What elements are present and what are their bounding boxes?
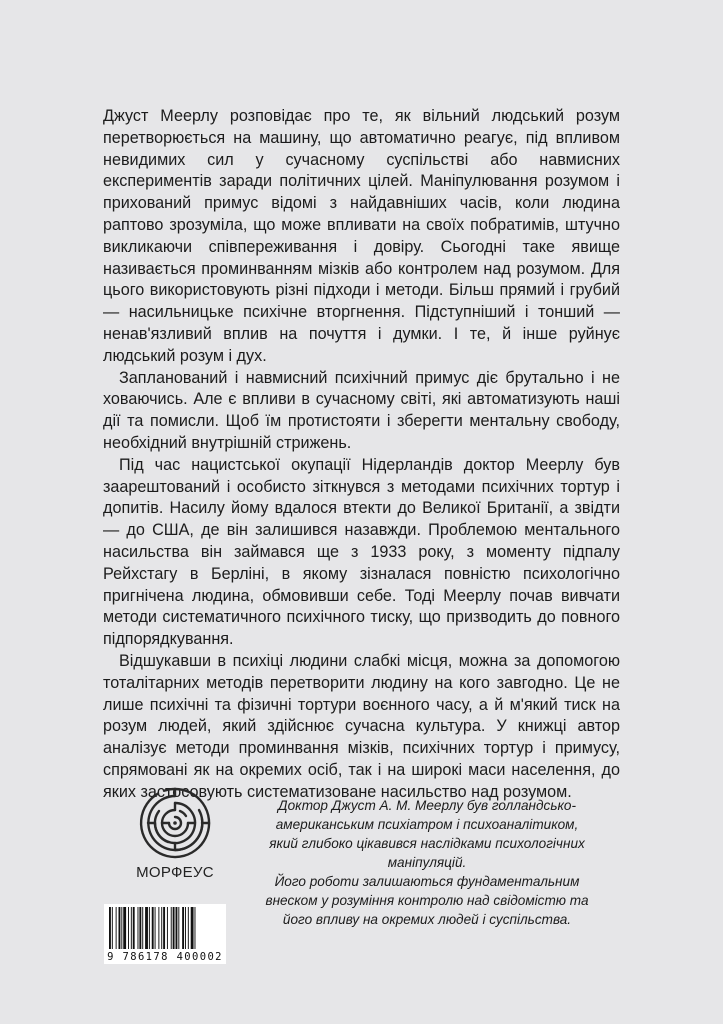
- book-description: [103, 106, 620, 804]
- labyrinth-logo-icon: [138, 786, 212, 860]
- publisher-logo: [131, 786, 219, 881]
- description-paragraph: Джуст Меерлу розповідає про те, як вільний людський розум перетворюється на машину, що автоматично реагує, під впливом невидимих сил у сучасному суспільстві або навмисних експериментів заради політичних цілей. Маніпулювання розумом і прихований примус відомі з найдавніших часів, коли людина раптово зрозуміла, що може впливати на своїх побратимів, штучно викликаючи співпереживання і довіру. Сьогодні таке явище називається проминванням мізків або контролем над розумом. Для цього використовують різні підходи і методи. Більш прямий і грубий — насильницьке психічне вторгнення. Підступніший і тонший — ненав'язливий вплив на почуття і думки. І те, й інше руйнує людський розум і дух.: [103, 107, 620, 365]
- description-paragraph: Під час нацистської окупації Нідерландів доктор Меерлу був заарештований і особисто зіткнувся з методами психічних тортур і допитів. Насилу йому вдалося втекти до Великої Британії, а звідти — до США, де він залишився назавжди. Проблемою ментального насильства він займався ще з 1933 року, з моменту підпалу Рейхстагу в Берліні, в якому зізналася повністю психологічно пригнічена людина, обмовивши себе. Тоді Меерлу почав вивчати методи систематичного психічного тиску, що призводить до повного підпорядкування.: [103, 455, 620, 649]
- author-bio-paragraph: Його роботи залишаються фундаментальним внеском у розуміння контролю над свідомістю та його впливу на окремих людей і суспільства.: [265, 874, 589, 927]
- description-paragraph: Запланований і навмисний психічний примус діє брутально і не ховаючись. Але є впливи в сучасному світі, які автоматизують наші дії та помисли. Щоб їм протистояти і зберегти ментальну свободу, необхідний внутрішній стрижень.: [103, 368, 620, 452]
- author-bio: [262, 796, 592, 929]
- publisher-name: МОРФЕУС: [136, 864, 214, 881]
- isbn-barcode: [104, 904, 226, 964]
- description-paragraph: Відшукавши в психіці людини слабкі місця, можна за допомогою тоталітарних методів перетворити людину на кого завгодно. Це не лише психічні та фізичні тортури воєнного часу, а й м'який тиск на розум людей, який здійснює сучасна культура. У книжці автор аналізує методи проминвання мізків, психічних тортур і примусу, спрямовані як на окремих осіб, так і на широкі маси населення, до яких застосовують систематизоване насильство над розумом.: [103, 651, 620, 801]
- barcode-digits: 9 786178 400002: [107, 951, 223, 963]
- author-bio-paragraph: Доктор Джуст А. М. Меерлу був голландсько-американським психіатром і психоаналітиком, який глибоко цікавився наслідками психологічних маніпуляцій.: [269, 798, 585, 870]
- barcode-bars: [107, 907, 223, 951]
